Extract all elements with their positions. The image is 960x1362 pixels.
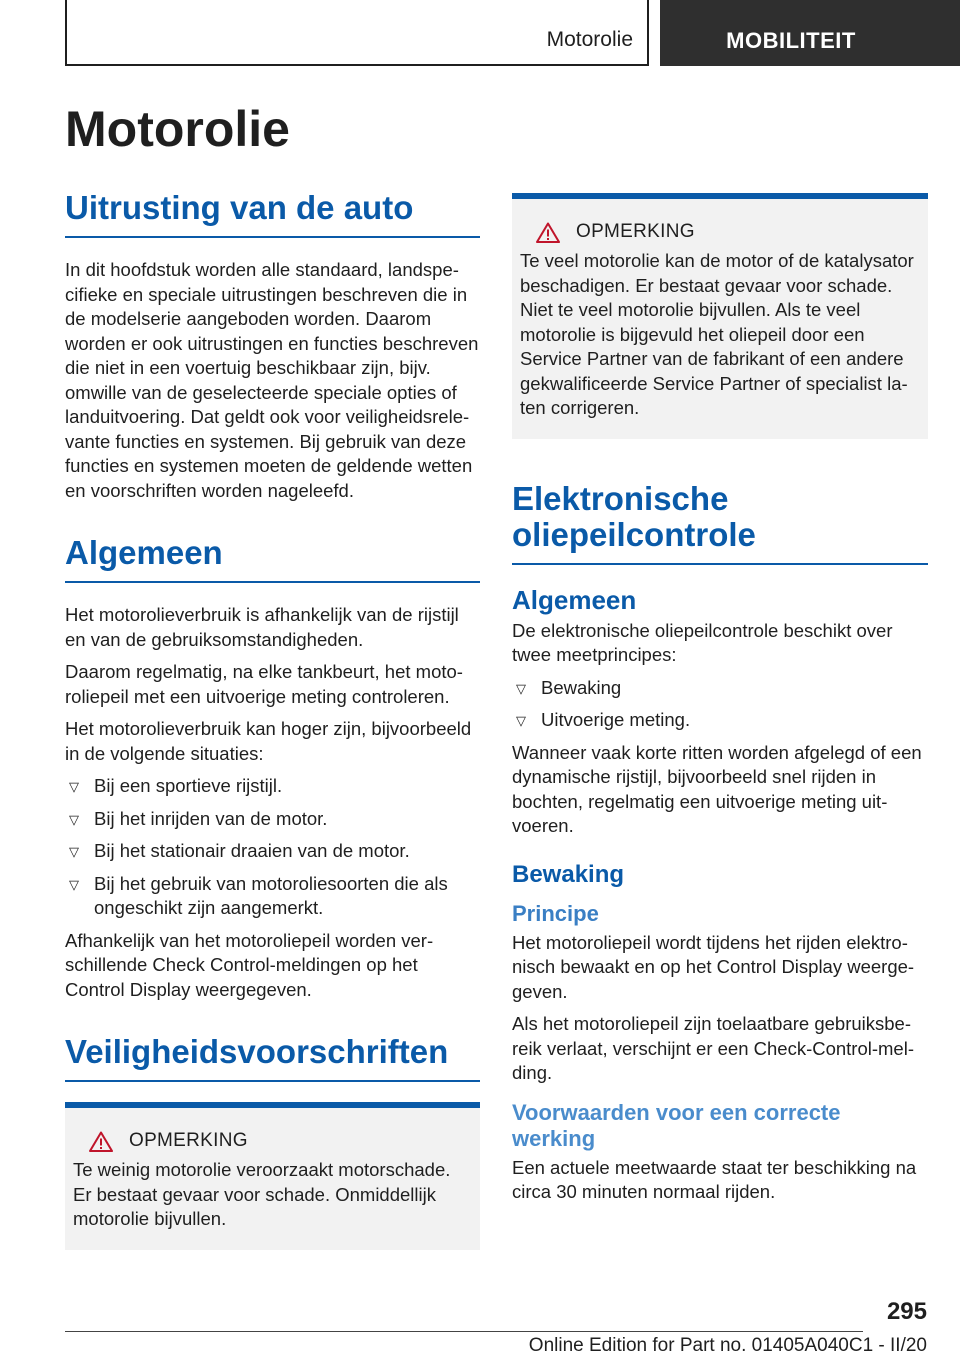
algemeen-p1: Het motorolieverbruik is afhankelijk van de rijstijl en van de gebruiksomstandigheden.: [65, 604, 459, 650]
bewaking-p3: Een actuele meetwaarde staat ter beschikking na circa 30 minuten normaal rijden.: [512, 1156, 917, 1202]
heading-algemeen-sub: Algemeen: [512, 584, 637, 615]
heading-algemeen: Algemeen: [65, 535, 480, 583]
algemeen-p4: Afhankelijk van het motoroliepeil worden verschillende Check Control-meldingen op het Control Display weergegeven.: [65, 929, 434, 1000]
list-item: ▽ Bij het stationair draaien van de motor.: [65, 839, 480, 864]
heading-veiligheidsvoorschriften: Veiligheidsvoorschriften: [65, 1034, 480, 1082]
list-item: ▽ Bij een sportieve rijstijl.: [65, 774, 480, 799]
heading-voorwaarden: Voorwaarden voor een correcte werking: [512, 1099, 841, 1151]
header-section-title: Motorolie: [546, 28, 633, 51]
note-box-left: [65, 1102, 480, 1250]
note-header: [520, 221, 920, 243]
algemeen-p2: Daarom regelmatig, na elke tankbeurt, het motoroliepeil met een uitvoerige meting controleren.: [65, 661, 463, 707]
elektronische-p2: Wanneer vaak korte ritten worden afgelegd of een dynamische rijstijl, bijvoorbeeld snel rijden in bochten, regelmatig een uitvoerige meting uitvoeren.: [512, 741, 922, 836]
triangle-bullet-icon: ▽: [516, 680, 526, 696]
situaties-list: [65, 774, 480, 921]
triangle-bullet-icon: ▽: [516, 713, 526, 728]
note-header: [73, 1130, 472, 1152]
bewaking-p1: Het motoroliepeil wordt tijdens het rijden elektronisch bewaakt en op het Control Display weergegeven.: [512, 931, 915, 1002]
triangle-bullet-icon: ▽: [69, 779, 79, 794]
header-section-box: [65, 0, 649, 66]
list-item: ▽ Bij het inrijden van de motor.: [65, 807, 480, 832]
triangle-bullet-icon: ▽: [69, 811, 79, 827]
list-item: ▽ Bewaking: [512, 676, 928, 701]
heading-bewaking: Bewaking: [512, 860, 625, 888]
header-chapter-tab: [660, 0, 960, 66]
note-label: OPMERKING: [576, 221, 695, 242]
heading-elektronische-oliepeilcontrole: Elektronische oliepeilcontrole: [512, 481, 928, 565]
header-chapter-label: MOBILITEIT: [726, 28, 856, 53]
triangle-bullet-icon: ▽: [69, 876, 79, 892]
note-box-right: [512, 193, 928, 439]
elektronische-p1: De elektronische oliepeilcontrole beschikt over twee meetprincipes:: [512, 619, 893, 665]
page-number: 295: [886, 1298, 927, 1325]
algemeen-p3: Het motorolieverbruik kan hoger zijn, bijvoorbeeld in de volgende situaties:: [65, 718, 472, 764]
heading-principe: Principe: [512, 900, 599, 926]
footer-divider: [65, 1331, 863, 1332]
triangle-bullet-icon: ▽: [69, 844, 79, 859]
meetprincipes-list: [512, 676, 928, 733]
note-label: OPMERKING: [129, 1130, 248, 1151]
bewaking-p2: Als het motoroliepeil zijn toelaatbare gebruiksbereik verlaat, verschijnt er een Check-Control-melding.: [512, 1013, 915, 1083]
uitrusting-text: In dit hoofdstuk worden alle standaard, landspecifieke en speciale uitrustingen beschreven die in de modelserie aangeboden worden. Daarom worden er ook uitrustingen en functies beschreven die niet in een voertuig beschikbaar zijn, bijv. omwille van de geselecteerde speciale opties of landuitvoering. Dat geldt ook voor veiligheidsrelevante functies en systemen. Bij gebruik van deze functies en systemen moeten de geldende wetten en voorschriften worden nageleefd.: [65, 259, 479, 501]
list-item: ▽ Uitvoerige meting.: [512, 708, 928, 733]
warning-triangle-icon: [89, 1131, 113, 1152]
note-text: Te veel motorolie kan de motor of de katalysator beschadigen. Er bestaat gevaar voor schade. Niet te veel motorolie bijvullen. Als te veel motorolie is bijgevuld het oliepeil door een Service Partner van de fabrikant of een andere gekwalificeerde Service Partner of specialist laten corrigeren.: [520, 250, 914, 418]
footer-edition: Online Edition for Part no. 01405A040C1 - II/20: [528, 1335, 927, 1356]
list-item: ▽ Bij het gebruik van motoroliesoorten die als ongeschikt zijn aangemerkt.: [69, 872, 448, 918]
warning-triangle-icon: [536, 222, 560, 243]
page-title: Motorolie: [65, 101, 290, 157]
left-column: [65, 190, 480, 1250]
note-text: Te weinig motorolie veroorzaakt motorschade. Er bestaat gevaar voor schade. Onmiddellijk motorolie bijvullen.: [73, 1159, 451, 1229]
heading-uitrusting: Uitrusting van de auto: [65, 190, 480, 238]
right-column: [512, 193, 928, 1213]
